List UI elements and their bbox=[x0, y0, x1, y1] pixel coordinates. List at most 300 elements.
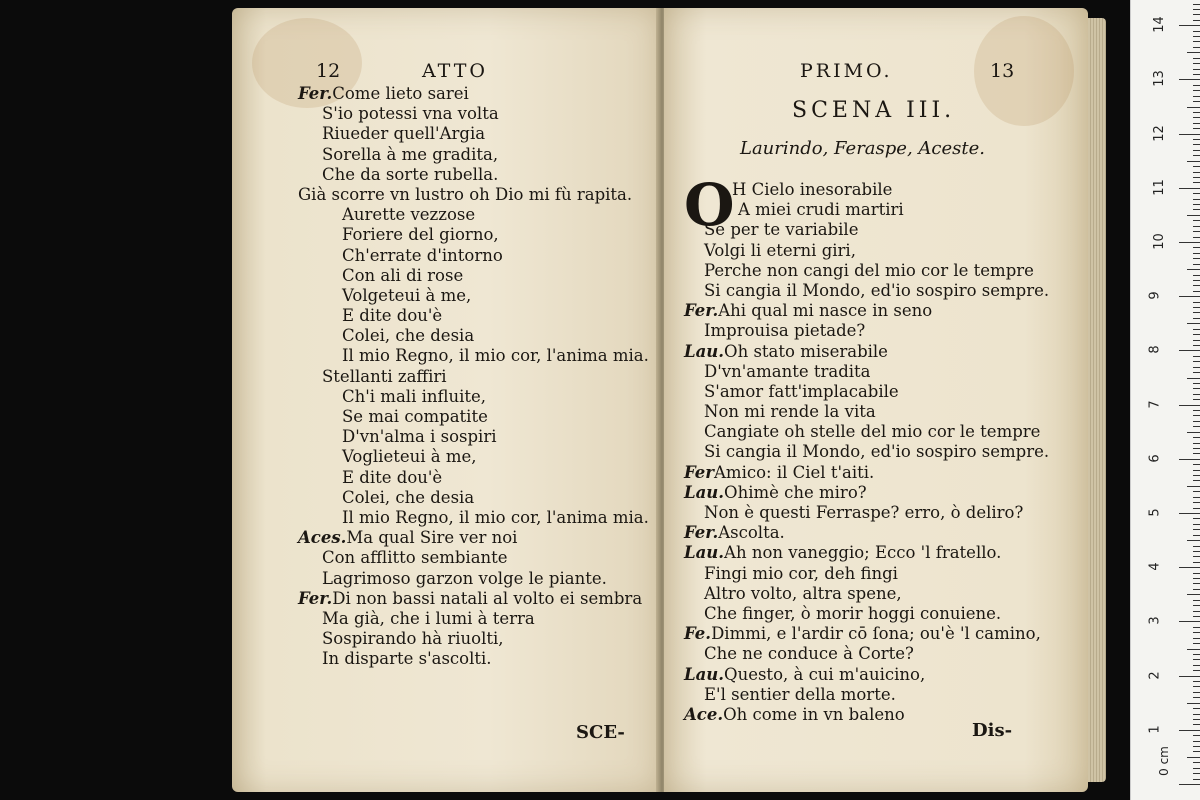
verse-line bbox=[684, 220, 1049, 240]
ruler-tick bbox=[1193, 226, 1200, 227]
ruler-tick bbox=[1193, 508, 1200, 509]
verse-line bbox=[298, 427, 649, 447]
ruler-tick bbox=[1193, 128, 1200, 129]
verse-text: Non mi rende la vita bbox=[704, 402, 876, 422]
ruler-tick bbox=[1193, 692, 1200, 693]
verse-text: D'vn'alma i sospiri bbox=[342, 427, 497, 447]
ruler-tick bbox=[1179, 459, 1200, 460]
verse-text: Oh come in vn baleno bbox=[723, 704, 905, 724]
verse-text: Con afflitto sembiante bbox=[322, 548, 508, 568]
verse-text: Ah non vaneggio; Ecco 'l fratello. bbox=[724, 543, 1002, 563]
ruler-tick bbox=[1193, 291, 1200, 292]
ruler-tick bbox=[1179, 188, 1200, 189]
verse-text: Ma qual Sire ver noi bbox=[346, 528, 518, 548]
verse-line bbox=[684, 644, 1049, 664]
verse-text: Improuisa pietade? bbox=[704, 321, 866, 341]
ruler-number: 14 bbox=[1151, 16, 1167, 33]
ruler-tick bbox=[1193, 573, 1200, 574]
ruler-tick bbox=[1193, 638, 1200, 639]
ruler-tick bbox=[1193, 372, 1200, 373]
speaker-label: Fer. bbox=[684, 523, 719, 543]
speaker-label: Aces. bbox=[298, 528, 347, 548]
ruler-tick bbox=[1193, 708, 1200, 709]
ruler-tick bbox=[1187, 757, 1200, 758]
ruler-tick bbox=[1193, 47, 1200, 48]
verse-line bbox=[684, 442, 1049, 462]
ruler-tick bbox=[1193, 475, 1200, 476]
ruler-tick bbox=[1193, 399, 1200, 400]
verse-block bbox=[298, 84, 649, 669]
ruler-tick bbox=[1187, 594, 1200, 595]
verse-line bbox=[684, 200, 1049, 220]
ruler-tick bbox=[1193, 583, 1200, 584]
ruler-tick bbox=[1193, 470, 1200, 471]
measurement-ruler bbox=[1130, 0, 1200, 800]
ruler-tick bbox=[1187, 107, 1200, 108]
ruler-tick bbox=[1193, 312, 1200, 313]
verse-line bbox=[298, 145, 649, 165]
ruler-tick bbox=[1193, 9, 1200, 10]
verse-line bbox=[298, 84, 649, 104]
ruler-tick bbox=[1193, 529, 1200, 530]
ruler-number: 4 bbox=[1147, 562, 1163, 571]
ruler-tick bbox=[1193, 117, 1200, 118]
ruler-tick bbox=[1193, 36, 1200, 37]
verse-text: Non è questi Ferraspe? erro, ò deliro? bbox=[704, 503, 1024, 522]
verse-line bbox=[298, 569, 649, 589]
ruler-tick bbox=[1193, 182, 1200, 183]
verse-text: Volgi li eterni giri, bbox=[704, 240, 856, 260]
verse-text: Ascolta. bbox=[718, 523, 785, 543]
verse-line bbox=[684, 523, 1049, 543]
speaker-label: Lau. bbox=[684, 664, 725, 684]
ruler-tick bbox=[1193, 220, 1200, 221]
verse-text: Dimmi, e l'ardir cō ſona; ou'è 'l camino, bbox=[711, 624, 1041, 644]
verse-text: In disparte s'ascolti. bbox=[322, 649, 492, 669]
verse-text: Questo, à cui m'auicino, bbox=[724, 664, 926, 684]
ruler-tick bbox=[1193, 74, 1200, 75]
speaker-label: Fer. bbox=[298, 588, 333, 608]
verse-line bbox=[684, 685, 1049, 705]
verse-block bbox=[684, 180, 1049, 725]
scene-characters: Laurindo, Feraspe, Aceste. bbox=[740, 138, 985, 159]
verse-text: Colei, che desia bbox=[342, 487, 475, 507]
ruler-tick bbox=[1179, 513, 1200, 514]
ruler-tick bbox=[1193, 762, 1200, 763]
verse-text: Ma già, che i lumi à terra bbox=[322, 608, 535, 628]
ruler-tick bbox=[1193, 627, 1200, 628]
verse-line bbox=[684, 180, 1049, 200]
ruler-tick bbox=[1179, 567, 1200, 568]
verse-text: Che finger, ò morir hoggi conuiene. bbox=[704, 603, 1002, 623]
ruler-number: 9 bbox=[1147, 291, 1163, 300]
open-book bbox=[232, 8, 1112, 792]
ruler-tick bbox=[1193, 96, 1200, 97]
ruler-tick bbox=[1193, 334, 1200, 335]
verse-text: Perche non cangi del mio cor le tempre bbox=[704, 260, 1034, 280]
ruler-tick bbox=[1187, 649, 1200, 650]
ruler-tick bbox=[1193, 150, 1200, 151]
ruler-number: 1 bbox=[1147, 725, 1163, 734]
verse-text: Foriere del giorno, bbox=[342, 225, 499, 245]
verse-text: Il mio Regno, il mio cor, l'anima mia. bbox=[342, 507, 649, 527]
verse-text: Stellanti zaffiri bbox=[322, 366, 447, 386]
ruler-tick bbox=[1193, 616, 1200, 617]
verse-text: E dite dou'è bbox=[342, 306, 443, 326]
speaker-label: Lau. bbox=[684, 543, 725, 563]
ruler-tick bbox=[1187, 215, 1200, 216]
ruler-tick bbox=[1193, 643, 1200, 644]
ruler-number: 10 bbox=[1151, 233, 1167, 250]
speaker-label: Fe. bbox=[684, 624, 712, 644]
verse-line bbox=[298, 326, 649, 346]
ruler-tick bbox=[1193, 367, 1200, 368]
ruler-tick bbox=[1193, 253, 1200, 254]
verse-line bbox=[298, 225, 649, 245]
verse-line bbox=[298, 447, 649, 467]
verse-text: Lagrimoso garzon volge le piante. bbox=[322, 568, 607, 588]
page-number: 13 bbox=[990, 60, 1015, 82]
verse-line bbox=[684, 402, 1049, 422]
verse-text: H Cielo inesorabile bbox=[732, 180, 893, 199]
ruler-tick bbox=[1193, 139, 1200, 140]
verse-line bbox=[298, 185, 649, 205]
left-page bbox=[232, 8, 660, 792]
ruler-tick bbox=[1193, 101, 1200, 102]
verse-text: Con ali di rose bbox=[342, 265, 464, 285]
ruler-tick bbox=[1193, 578, 1200, 579]
verse-line bbox=[684, 342, 1049, 362]
ruler-tick bbox=[1179, 350, 1200, 351]
verse-line bbox=[298, 124, 649, 144]
ruler-tick bbox=[1193, 443, 1200, 444]
ruler-tick bbox=[1193, 746, 1200, 747]
ruler-tick bbox=[1193, 275, 1200, 276]
ruler-tick bbox=[1193, 172, 1200, 173]
ruler-tick bbox=[1193, 611, 1200, 612]
ruler-tick bbox=[1179, 242, 1200, 243]
ruler-tick bbox=[1193, 665, 1200, 666]
speaker-label: Fer. bbox=[298, 84, 333, 103]
ruler-tick bbox=[1193, 258, 1200, 259]
ruler-tick bbox=[1193, 199, 1200, 200]
ruler-tick bbox=[1193, 562, 1200, 563]
ruler-tick bbox=[1193, 632, 1200, 633]
verse-text: Di non bassi natali al volto ei sembra bbox=[332, 588, 643, 608]
ruler-tick bbox=[1193, 518, 1200, 519]
verse-line bbox=[684, 382, 1049, 402]
ruler-tick bbox=[1179, 730, 1200, 731]
ruler-tick bbox=[1193, 724, 1200, 725]
ruler-tick bbox=[1193, 58, 1200, 59]
verse-text: S'amor fatt'implacabile bbox=[704, 381, 899, 401]
ruler-tick bbox=[1193, 63, 1200, 64]
scene-title: SCENA III. bbox=[792, 98, 956, 123]
right-page bbox=[664, 8, 1088, 792]
running-head: ATTO bbox=[422, 60, 488, 82]
ruler-tick bbox=[1193, 437, 1200, 438]
verse-line bbox=[298, 649, 649, 669]
verse-text: Cangiate oh stelle del mio cor le tempre bbox=[704, 422, 1041, 442]
ruler-tick bbox=[1193, 204, 1200, 205]
drop-cap: O bbox=[684, 171, 735, 239]
ruler-tick bbox=[1193, 144, 1200, 145]
verse-text: Aurette vezzose bbox=[342, 205, 476, 225]
verse-text: Il mio Regno, il mio cor, l'anima mia. bbox=[342, 346, 649, 366]
ruler-tick bbox=[1193, 280, 1200, 281]
ruler-number: 5 bbox=[1147, 508, 1163, 517]
verse-line bbox=[684, 422, 1049, 442]
verse-line bbox=[298, 367, 649, 387]
ruler-tick bbox=[1193, 524, 1200, 525]
verse-line bbox=[298, 609, 649, 629]
ruler-tick bbox=[1193, 20, 1200, 21]
verse-text: Ohimè che miro? bbox=[724, 482, 867, 502]
ruler-tick bbox=[1193, 394, 1200, 395]
ruler-tick bbox=[1193, 589, 1200, 590]
ruler-tick bbox=[1193, 502, 1200, 503]
ruler-tick bbox=[1187, 703, 1200, 704]
verse-text: Sospirando hà riuolti, bbox=[322, 629, 504, 649]
verse-text: Ch'i mali influite, bbox=[342, 386, 487, 406]
verse-text: Amico: il Ciel t'aiti. bbox=[714, 462, 875, 482]
ruler-tick bbox=[1193, 41, 1200, 42]
verse-line bbox=[298, 205, 649, 225]
verse-line bbox=[684, 301, 1049, 321]
ruler-tick bbox=[1193, 340, 1200, 341]
verse-text: Che da sorte rubella. bbox=[322, 164, 499, 184]
ruler-tick bbox=[1179, 25, 1200, 26]
ruler-tick bbox=[1193, 4, 1200, 5]
ruler-tick bbox=[1193, 237, 1200, 238]
verse-line bbox=[684, 624, 1049, 644]
verse-text: Se per te variabile bbox=[704, 220, 859, 240]
water-stain bbox=[974, 16, 1074, 126]
ruler-tick bbox=[1193, 497, 1200, 498]
ruler-tick bbox=[1193, 741, 1200, 742]
ruler-tick bbox=[1193, 302, 1200, 303]
verse-text: E dite dou'è bbox=[342, 467, 443, 487]
verse-text: S'io potessi vna volta bbox=[322, 104, 499, 124]
verse-text: Colei, che desia bbox=[342, 326, 475, 346]
ruler-tick bbox=[1193, 751, 1200, 752]
ruler-tick bbox=[1193, 426, 1200, 427]
ruler-tick bbox=[1193, 231, 1200, 232]
ruler-tick bbox=[1187, 432, 1200, 433]
verse-line bbox=[298, 589, 649, 609]
ruler-tick bbox=[1193, 735, 1200, 736]
verse-text: Oh stato miserabile bbox=[724, 341, 888, 361]
page-edges bbox=[1088, 18, 1106, 782]
verse-line bbox=[684, 483, 1049, 503]
verse-line bbox=[684, 584, 1049, 604]
ruler-tick bbox=[1193, 605, 1200, 606]
verse-line bbox=[298, 468, 649, 488]
verse-text: Voglieteui à me, bbox=[342, 447, 477, 467]
running-head: PRIMO. bbox=[800, 60, 893, 82]
ruler-tick bbox=[1179, 296, 1200, 297]
ruler-tick bbox=[1193, 779, 1200, 780]
ruler-tick bbox=[1193, 361, 1200, 362]
verse-text: Come lieto sarei bbox=[332, 84, 469, 103]
ruler-tick bbox=[1193, 177, 1200, 178]
verse-line bbox=[298, 488, 649, 508]
ruler-tick bbox=[1193, 123, 1200, 124]
verse-line bbox=[684, 281, 1049, 301]
ruler-tick bbox=[1193, 697, 1200, 698]
verse-line bbox=[684, 665, 1049, 685]
ruler-tick bbox=[1193, 329, 1200, 330]
verse-line bbox=[298, 266, 649, 286]
verse-line bbox=[684, 503, 1049, 523]
catchword: Dis- bbox=[972, 720, 1013, 741]
verse-text: D'vn'amante tradita bbox=[704, 361, 871, 381]
ruler-tick bbox=[1179, 79, 1200, 80]
ruler-tick bbox=[1179, 405, 1200, 406]
ruler-number: 11 bbox=[1151, 179, 1167, 196]
speaker-label: Lau. bbox=[684, 341, 725, 361]
verse-text: Sorella à me gradita, bbox=[322, 144, 499, 164]
verse-line bbox=[298, 548, 649, 568]
ruler-tick bbox=[1187, 269, 1200, 270]
ruler-tick bbox=[1193, 307, 1200, 308]
ruler-tick bbox=[1193, 681, 1200, 682]
ruler-number: 2 bbox=[1147, 670, 1163, 680]
ruler-tick bbox=[1187, 540, 1200, 541]
ruler-tick bbox=[1193, 31, 1200, 32]
catchword: SCE- bbox=[576, 722, 625, 743]
verse-text: Già scorre vn lustro oh Dio mi fù rapita. bbox=[298, 184, 633, 204]
ruler-tick bbox=[1193, 14, 1200, 15]
verse-line bbox=[684, 241, 1049, 261]
ruler-tick bbox=[1193, 345, 1200, 346]
ruler-tick bbox=[1193, 491, 1200, 492]
ruler-tick bbox=[1193, 85, 1200, 86]
verse-text: E'l sentier della morte. bbox=[704, 684, 896, 704]
ruler-tick bbox=[1179, 134, 1200, 135]
ruler-tick bbox=[1193, 654, 1200, 655]
ruler-tick bbox=[1193, 448, 1200, 449]
verse-text: Volgeteui à me, bbox=[342, 285, 472, 305]
ruler-tick bbox=[1193, 535, 1200, 536]
verse-line bbox=[684, 321, 1049, 341]
ruler-number: 6 bbox=[1147, 454, 1163, 463]
ruler-tick bbox=[1193, 670, 1200, 671]
verse-text: A miei crudi martiri bbox=[738, 200, 904, 220]
ruler-tick bbox=[1187, 378, 1200, 379]
ruler-tick bbox=[1179, 621, 1200, 622]
verse-line bbox=[298, 104, 649, 124]
ruler-tick bbox=[1193, 686, 1200, 687]
ruler-tick bbox=[1193, 264, 1200, 265]
ruler-tick bbox=[1193, 714, 1200, 715]
ruler-tick bbox=[1187, 161, 1200, 162]
ruler-tick bbox=[1193, 773, 1200, 774]
ruler-tick bbox=[1193, 209, 1200, 210]
ruler-tick bbox=[1193, 247, 1200, 248]
verse-line bbox=[298, 528, 649, 548]
verse-text: Si cangia il Mondo, ed'io sospiro sempre. bbox=[704, 280, 1050, 300]
ruler-tick bbox=[1187, 52, 1200, 53]
ruler-number: 8 bbox=[1147, 345, 1163, 355]
ruler-tick bbox=[1193, 464, 1200, 465]
ruler-number: 12 bbox=[1151, 124, 1167, 142]
ruler-tick bbox=[1193, 659, 1200, 660]
verse-line bbox=[298, 346, 649, 366]
verse-line bbox=[684, 362, 1049, 382]
ruler-tick bbox=[1179, 784, 1200, 785]
page-number: 12 bbox=[316, 60, 341, 82]
ruler-tick bbox=[1193, 719, 1200, 720]
verse-text: Ch'errate d'intorno bbox=[342, 245, 503, 265]
speaker-label: Fer bbox=[684, 462, 715, 482]
ruler-tick bbox=[1193, 166, 1200, 167]
verse-line bbox=[684, 463, 1049, 483]
verse-text: Riueder quell'Argia bbox=[322, 124, 486, 144]
speaker-label: Fer. bbox=[684, 301, 719, 321]
verse-line bbox=[684, 604, 1049, 624]
ruler-tick bbox=[1193, 768, 1200, 769]
ruler-tick bbox=[1187, 486, 1200, 487]
ruler-tick bbox=[1193, 69, 1200, 70]
verse-line bbox=[684, 564, 1049, 584]
ruler-tick bbox=[1193, 410, 1200, 411]
verse-line bbox=[684, 543, 1049, 563]
verse-line bbox=[298, 629, 649, 649]
ruler-tick bbox=[1193, 388, 1200, 389]
verse-line bbox=[298, 407, 649, 427]
speaker-label: Lau. bbox=[684, 482, 725, 502]
ruler-tick bbox=[1193, 421, 1200, 422]
verse-text: Ahi qual mi nasce in seno bbox=[718, 301, 933, 321]
verse-line bbox=[684, 261, 1049, 281]
ruler-tick bbox=[1193, 155, 1200, 156]
speaker-label: Ace. bbox=[684, 704, 724, 724]
ruler-tick bbox=[1193, 415, 1200, 416]
ruler-tick bbox=[1193, 600, 1200, 601]
verse-text: Che ne conduce à Corte? bbox=[704, 644, 914, 664]
ruler-number: 7 bbox=[1147, 399, 1163, 409]
ruler-tick bbox=[1193, 383, 1200, 384]
ruler-tick bbox=[1193, 480, 1200, 481]
ruler-tick bbox=[1193, 453, 1200, 454]
ruler-tick bbox=[1193, 556, 1200, 557]
verse-text: Fingi mio cor, deh fingi bbox=[704, 563, 898, 583]
ruler-tick bbox=[1193, 193, 1200, 194]
verse-text: Se mai compatite bbox=[342, 407, 488, 426]
verse-line bbox=[298, 165, 649, 185]
ruler-tick bbox=[1193, 90, 1200, 91]
ruler-tick bbox=[1193, 551, 1200, 552]
ruler-tick bbox=[1179, 676, 1200, 677]
ruler-tick bbox=[1193, 285, 1200, 286]
ruler-tick bbox=[1193, 318, 1200, 319]
ruler-number: 3 bbox=[1147, 616, 1163, 626]
ruler-tick bbox=[1193, 546, 1200, 547]
ruler-number: 13 bbox=[1151, 70, 1167, 88]
verse-line bbox=[298, 246, 649, 266]
verse-line bbox=[298, 286, 649, 306]
ruler-tick bbox=[1193, 112, 1200, 113]
verse-line bbox=[298, 306, 649, 326]
verse-line bbox=[298, 387, 649, 407]
ruler-tick bbox=[1193, 356, 1200, 357]
ruler-unit-label: 0 cm bbox=[1156, 746, 1171, 776]
verse-text: Altro volto, altra spene, bbox=[704, 583, 902, 603]
verse-line bbox=[298, 508, 649, 528]
ruler-tick bbox=[1187, 323, 1200, 324]
verse-text: Si cangia il Mondo, ed'io sospiro sempre. bbox=[704, 442, 1050, 462]
